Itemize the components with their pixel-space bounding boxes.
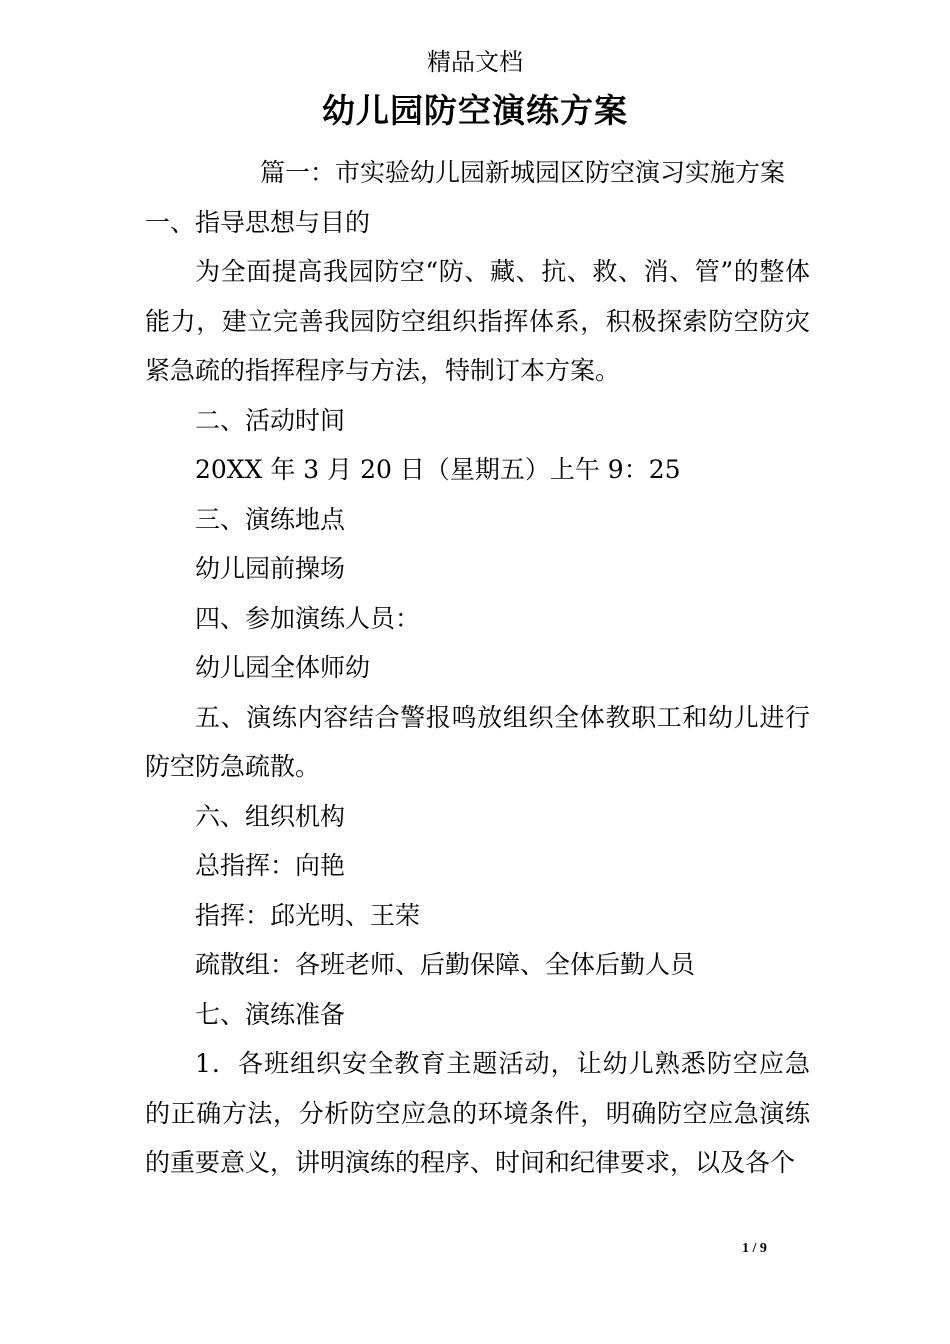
paragraph-activity-time: 20XX 年 3 月 20 日（星期五）上午 9：25 xyxy=(195,455,681,484)
paragraph-chief-commander: 总指挥：向艳 xyxy=(195,851,346,880)
paragraph-location: 幼儿园前操场 xyxy=(195,554,346,583)
document-title: 幼儿园防空演练方案 xyxy=(322,91,628,130)
paragraph-section-1-heading: 一、指导思想与目的 xyxy=(145,207,371,237)
page-header: 精品文档 xyxy=(427,48,523,76)
paragraph-purpose: 为全面提高我园防空“防、藏、抗、救、消、管”的整体能力，建立完善我园防空组织指挥体系，积极探索防空防灾紧急疏的指挥程序与方法，特制订本方案。 xyxy=(145,257,810,385)
paragraph-participants: 幼儿园全体师幼 xyxy=(195,653,371,682)
paragraph-evacuation-group: 疏散组：各班老师、后勤保障、全体后勤人员 xyxy=(195,950,696,979)
paragraph-section-6-heading: 六、组织机构 xyxy=(195,801,346,831)
document-body xyxy=(145,148,810,1188)
paragraph-commanders: 指挥：邱光明、王荣 xyxy=(195,900,421,930)
paragraph-preparation-1: 1．各班组织安全教育主题活动，让幼儿熟悉防空应急的正确方法，分析防空应急的环境条件，明确防空应急演练的重要意义，讲明演练的程序、时间和纪律要求，以及各个 xyxy=(145,1049,810,1177)
paragraph-section-2-heading: 二、活动时间 xyxy=(195,405,346,435)
page-number: 1 / 9 xyxy=(742,1241,767,1256)
paragraph-section-5-content: 五、演练内容结合警报鸣放组织全体教职工和幼儿进行防空防急疏散。 xyxy=(145,702,810,781)
paragraph-section-4-heading: 四、参加演练人员： xyxy=(195,603,421,633)
paragraph-section-3-heading: 三、演练地点 xyxy=(195,504,346,534)
document-subtitle: 篇一：市实验幼儿园新城园区防空演习实施方案 xyxy=(260,158,786,187)
paragraph-section-7-heading: 七、演练准备 xyxy=(195,999,346,1029)
